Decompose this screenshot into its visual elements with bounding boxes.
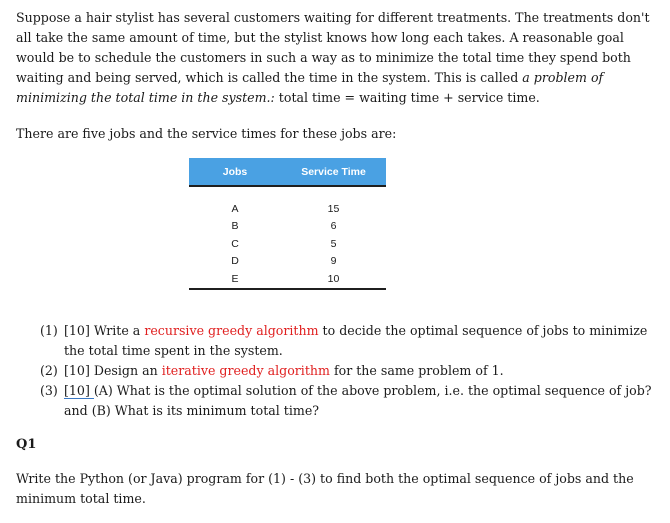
header-jobs: Jobs — [222, 165, 248, 178]
question-text-pre: [10] Design an — [64, 363, 162, 378]
job-cell: D — [231, 255, 239, 268]
table-row — [189, 218, 386, 236]
job-cell: C — [231, 237, 239, 250]
final-paragraph: Write the Python (or Java) program for (1) - (3) to find both the optimal sequence of jobs and the minimum total time. — [16, 471, 634, 506]
intro-text-1: Suppose a hair stylist has several customers waiting for different treatments. The treatments don't all take the same amount of time, but the stylist knows how long each takes. A reasonable goal would be to schedule the customers in such a way as to minimize the total time they spend both waiting and being served, which is called the time in the system. This is called — [16, 10, 650, 85]
table-header — [189, 158, 386, 187]
job-cell: B — [231, 220, 239, 233]
section-heading: Q1 — [16, 437, 37, 452]
service-time-table — [189, 158, 386, 290]
question-number: (1) — [40, 323, 58, 338]
question-text-b: (A) What is the optimal solution of the above problem, i.e. the optimal sequence of job? and — [64, 383, 652, 418]
question-3 — [40, 381, 655, 421]
header-service-time: Service Time — [301, 165, 366, 178]
question-text — [64, 381, 655, 421]
time-cell: 6 — [330, 220, 337, 233]
table-body — [189, 187, 386, 290]
jobs-intro: There are five jobs and the service times for these jobs are: — [16, 126, 397, 141]
question-text-a: [10] — [64, 383, 94, 398]
table-row — [189, 253, 386, 271]
job-cell: A — [231, 202, 239, 215]
question-1 — [40, 321, 655, 361]
question-number: (3) — [40, 383, 58, 398]
highlight-iterative: iterative greedy algorithm — [161, 363, 330, 378]
highlight-recursive: recursive greedy algorithm — [144, 323, 319, 338]
intro-text-italic: a problem of minimizing the total time in the system.: — [16, 70, 604, 105]
question-list — [40, 321, 655, 421]
question-text-pre: [10] Write a — [64, 323, 145, 338]
question-text — [64, 321, 655, 361]
time-cell: 15 — [327, 202, 340, 215]
table-row — [189, 270, 386, 288]
question-text-post: to decide the optimal sequence of jobs to minimize the total time spent in the system. — [64, 323, 648, 358]
time-cell: 5 — [330, 237, 337, 250]
question-number: (2) — [40, 363, 58, 378]
question-text-c: (B) What is its minimum total time? — [91, 403, 320, 418]
question-text-post: for the same problem of 1. — [329, 363, 504, 378]
time-cell: 9 — [330, 255, 337, 268]
intro-text-3: total time = waiting time + service time. — [274, 90, 540, 105]
intro-paragraph — [16, 8, 656, 108]
table-row — [189, 200, 386, 218]
question-2 — [40, 361, 655, 381]
table-row — [189, 235, 386, 253]
question-text — [64, 361, 655, 381]
time-cell: 10 — [327, 272, 340, 285]
job-cell: E — [231, 272, 239, 285]
